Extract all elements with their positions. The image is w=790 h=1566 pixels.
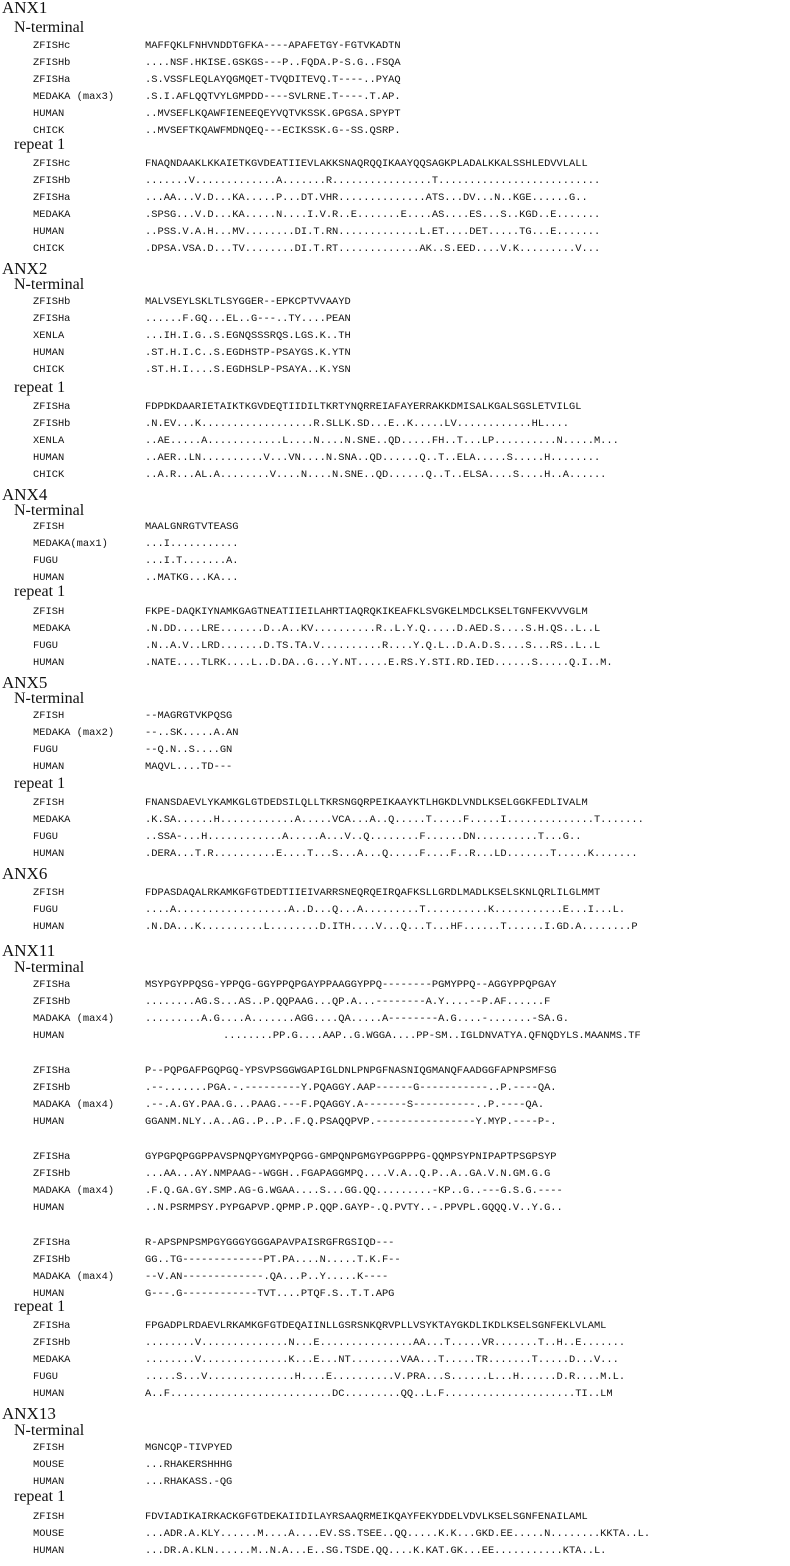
species-label: ZFISHb: [33, 1082, 71, 1094]
sequence-text: G---.G------------TVT....PTQF.S..T.T.APG: [145, 1288, 395, 1300]
annexin-family-heading: ANX1: [2, 0, 48, 17]
sequence-text: ...RHAKASS.-QG: [145, 1476, 233, 1488]
species-label: ZFISHa: [33, 1320, 71, 1332]
sequence-text: .F.Q.GA.GY.SMP.AG-G.WGAA....S...GG.QQ.........-KP..G..---G.S.G.----: [145, 1185, 563, 1197]
species-label: HUMAN: [33, 1288, 65, 1300]
species-label: ZFISHa: [33, 1065, 71, 1077]
sequence-text: .N.DA...K..........L........D.ITH....V...Q...T...HF......T......I.GD.A........P: [145, 921, 638, 933]
sequence-text: GG..TG-------------PT.PA....N.....T.K.F--: [145, 1254, 401, 1266]
alignment-section-heading: N-terminal: [14, 1422, 85, 1439]
species-label: MOUSE: [33, 1528, 65, 1540]
sequence-text: MSYPGYPPQSG-YPPQG-GGYPPQPGAYPPAAGGYPPQ--------PGMYPPQ--AGGYPPQPGAY: [145, 979, 557, 991]
sequence-text: FKPE-DAQKIYNAMKGAGTNEATIIEILAHRTIAQRQKIKEAFKLSVGKELMDCLKSELTGNFEKVVVGLM: [145, 606, 588, 618]
species-label: ZFISHc: [33, 40, 71, 52]
sequence-text: .--.A.GY.PAA.G...PAAG.---F.PQAGGY.A-------S----------..P.----QA.: [145, 1099, 545, 1111]
alignment-section-heading: N-terminal: [14, 959, 85, 976]
sequence-text: .S.VSSFLEQLAYQGMQET-TVQDITEVQ.T----..PYAQ: [145, 74, 401, 86]
sequence-text: ...I.T.......A.: [145, 555, 239, 567]
sequence-text: ........V..............K...E...NT........VAA...T.....TR.......T.....D...V...: [145, 1354, 619, 1366]
species-label: MEDAKA(max1): [33, 538, 108, 550]
sequence-text: ..AE.....A............L....N....N.SNE..QD.....FH..T...LP..........N.....M...: [145, 435, 619, 447]
alignment-section-heading: repeat 1: [14, 583, 66, 600]
species-label: ZFISHa: [33, 1151, 71, 1163]
species-label: HUMAN: [33, 1202, 65, 1214]
annexin-family-heading: ANX4: [2, 485, 48, 504]
species-label: HUMAN: [33, 657, 65, 669]
species-label: MADAKA (max4): [33, 1013, 115, 1025]
species-label: FUGU: [33, 831, 58, 843]
species-label: ZFISHb: [33, 57, 71, 69]
sequence-text: ........V..............N...E...............AA...T.....VR.......T..H..E.......: [145, 1337, 626, 1349]
species-label: FUGU: [33, 1371, 58, 1383]
species-label: CHICK: [33, 125, 65, 137]
sequence-text: R-APSPNPSMPGYGGGYGGGAPAVPAISRGFRGSIQD---: [145, 1237, 395, 1249]
annexin-family-heading: ANX5: [2, 673, 48, 692]
species-label: ZFISH: [33, 521, 65, 533]
sequence-text: .........A.G....A.......AGG....QA.....A--------A.G....-.......-SA.G.: [145, 1013, 570, 1025]
alignment-section-heading: N-terminal: [14, 690, 85, 707]
alignment-section-heading: repeat 1: [14, 1488, 66, 1505]
species-label: ZFISHb: [33, 418, 71, 430]
species-label: FUGU: [33, 904, 58, 916]
sequence-text: .....S...V..............H....E..........V.PRA...S......L...H......D.R....M.L.: [145, 1371, 626, 1383]
sequence-text: ........AG.S...AS..P.QQPAAG...QP.A...--------A.Y....--P.AF......F: [145, 996, 551, 1008]
sequence-text: --..SK.....A.AN: [145, 727, 239, 739]
sequence-text: ..N.PSRMPSY.PYPGAPVP.QPMP.P.QQP.GAYP-.Q.PVTY..-.PPVPL.GQQQ.V..Y.G..: [145, 1202, 563, 1214]
sequence-text: ..SSA-...H............A.....A...V..Q........F......DN..........T...G..: [145, 831, 582, 843]
species-label: FUGU: [33, 744, 58, 756]
species-label: ZFISH: [33, 606, 65, 618]
sequence-text: .N.EV...K..................R.SLLK.SD...E..K.....LV............HL....: [145, 418, 570, 430]
sequence-text: .K.SA......H............A.....VCA...A..Q.....T.....F.....I..............T.......: [145, 814, 644, 826]
sequence-text: .S.I.AFLQQTVYLGMPDD----SVLRNE.T----.T.AP.: [145, 91, 401, 103]
sequence-text: ..A.R...AL.A........V....N....N.SNE..QD......Q..T..ELSA....S....H..A......: [145, 469, 607, 481]
sequence-text: ..PSS.V.A.H...MV........DI.T.RN.............L.ET....DET.....TG...E.......: [145, 226, 601, 238]
alignment-section-heading: N-terminal: [14, 19, 85, 36]
sequence-text: ........PP.G....AAP..G.WGGA....PP-SM..IGLDNVATYA.QFNQDYLS.MAANMS.TF: [223, 1030, 641, 1042]
sequence-text: MALVSEYLSKLTLSYGGER--EPKCPTVVAAYD: [145, 296, 351, 308]
sequence-text: P--PQPGAFPGQPGQ-YPSVPSGGWGAPIGLDNLPNPGFNASNIQGMANQFAADGGFAPNPSMFSG: [145, 1065, 557, 1077]
sequence-text: FDPDKDAARIETAIKTKGVDEQTIIDILTKRTYNQRREIAFAYERRAKKDMISALKGALSGSLETVILGL: [145, 401, 582, 413]
sequence-text: --V.AN-------------.QA...P..Y.....K----: [145, 1271, 389, 1283]
species-label: ZFISHa: [33, 192, 71, 204]
sequence-text: A..F..........................DC.........QQ..L.F.....................TI..LM: [145, 1388, 613, 1400]
species-label: ZFISH: [33, 1511, 65, 1523]
species-label: MADAKA (max4): [33, 1185, 115, 1197]
sequence-text: ......F.GQ...EL..G---..TY....PEAN: [145, 313, 351, 325]
sequence-text: ..AER..LN..........V...VN....N.SNA..QD......Q..T..ELA.....S.....H........: [145, 452, 601, 464]
species-label: ZFISHb: [33, 1254, 71, 1266]
sequence-text: .--.......PGA.-.---------Y.PQAGGY.AAP------G-----------..P.----QA.: [145, 1082, 557, 1094]
sequence-text: FPGADPLRDAEVLRKAMKGFGTDEQAIINLLGSRSNKQRVPLLVSYKTAYGKDLIKDLKSELSGNFEKLVLAML: [145, 1320, 607, 1332]
alignment-section-heading: repeat 1: [14, 379, 66, 396]
sequence-text: --MAGRGTVKPQSG: [145, 710, 233, 722]
alignment-section-heading: repeat 1: [14, 1298, 66, 1315]
sequence-text: .ST.H.I.C..S.EGDHSTP-PSAYGS.K.YTN: [145, 347, 351, 359]
species-label: ZFISHc: [33, 158, 71, 170]
species-label: HUMAN: [33, 1476, 65, 1488]
sequence-text: FDPASDAQALRKAMKGFGTDEDTIIEIVARRSNEQRQEIRQAFKSLLGRDLMADLKSELSKNLQRLILGLMMT: [145, 887, 601, 899]
species-label: MADAKA (max4): [33, 1099, 115, 1111]
species-label: CHICK: [33, 364, 65, 376]
sequence-text: MAQVL....TD---: [145, 761, 233, 773]
sequence-text: GGANM.NLY..A..AG..P..P..F.Q.PSAQQPVP.----------------Y.MYP.----P-.: [145, 1116, 557, 1128]
species-label: ZFISHb: [33, 175, 71, 187]
sequence-text: ...AA...V.D...KA.....P...DT.VHR..............ATS...DV...N..KGE......G..: [145, 192, 588, 204]
sequence-text: ....NSF.HKISE.GSKGS---P..FQDA.P-S.G..FSQA: [145, 57, 401, 69]
alignment-section-heading: N-terminal: [14, 502, 85, 519]
species-label: HUMAN: [33, 226, 65, 238]
species-label: HUMAN: [33, 347, 65, 359]
sequence-text: ...DR.A.KLN......M..N.A...E..SG.TSDE.QQ....K.KAT.GK...EE...........KTA..L.: [145, 1545, 607, 1557]
species-label: XENLA: [33, 435, 65, 447]
species-label: ZFISHb: [33, 1168, 71, 1180]
species-label: HUMAN: [33, 572, 65, 584]
sequence-text: FNAQNDAAKLKKAIETKGVDEATIIEVLAKKSNAQRQQIKAAYQQSAGKPLADALKKALSSHLEDVVLALL: [145, 158, 588, 170]
sequence-text: .N.DD....LRE.......D..A..KV..........R..L.Y.Q.....D.AED.S....S.H.QS..L..L: [145, 623, 601, 635]
sequence-text: ...ADR.A.KLY......M....A....EV.SS.TSEE..QQ.....K.K...GKD.EE.....N........KKTA..L.: [145, 1528, 651, 1540]
species-label: ZFISHa: [33, 313, 71, 325]
species-label: HUMAN: [33, 1545, 65, 1557]
species-label: ZFISHb: [33, 1337, 71, 1349]
species-label: HUMAN: [33, 921, 65, 933]
species-label: MADAKA (max4): [33, 1271, 115, 1283]
sequence-text: .......V.............A.......R................T..........................: [145, 175, 601, 187]
alignment-section-heading: repeat 1: [14, 136, 66, 153]
sequence-text: ..MATKG...KA...: [145, 572, 239, 584]
sequence-text: ...AA...AY.NMPAAG--WGGH..FGAPAGGMPQ....V.A..Q.P..A..GA.V.N.GM.G.G: [145, 1168, 551, 1180]
species-label: MEDAKA: [33, 1354, 71, 1366]
species-label: HUMAN: [33, 452, 65, 464]
sequence-text: .ST.H.I....S.EGDHSLP-PSAYA..K.YSN: [145, 364, 351, 376]
annexin-family-heading: ANX2: [2, 259, 48, 278]
sequence-text: GYPGPQPGGPPAVSPNQPYGMYPQPGG-GMPQNPGMGYPGGPPPG-QQMPSYPNIPAPTPSGPSYP: [145, 1151, 557, 1163]
sequence-text: .NATE....TLRK....L..D.DA..G...Y.NT.....E.RS.Y.STI.RD.IED......S.....Q.I..M.: [145, 657, 613, 669]
sequence-text: ....A..................A..D...Q...A.........T..........K...........E...I...L.: [145, 904, 626, 916]
species-label: ZFISHa: [33, 979, 71, 991]
species-label: HUMAN: [33, 848, 65, 860]
species-label: ZFISHb: [33, 996, 71, 1008]
sequence-text: MAFFQKLFNHVNDDTGFKA----APAFETGY-FGTVKADTN: [145, 40, 401, 52]
species-label: MOUSE: [33, 1459, 65, 1471]
species-label: ZFISH: [33, 797, 65, 809]
species-label: MEDAKA: [33, 209, 71, 221]
annexin-family-heading: ANX6: [2, 864, 48, 883]
species-label: ZFISHa: [33, 401, 71, 413]
species-label: HUMAN: [33, 761, 65, 773]
species-label: HUMAN: [33, 108, 65, 120]
species-label: XENLA: [33, 330, 65, 342]
sequence-text: FDVIADIKAIRKACKGFGTDEKAIIDILAYRSAAQRMEIKQAYFEKYDDELVDVLKSELSGNFENAILAML: [145, 1511, 588, 1523]
species-label: HUMAN: [33, 1116, 65, 1128]
species-label: MEDAKA (max2): [33, 727, 115, 739]
species-label: MEDAKA: [33, 623, 71, 635]
alignment-section-heading: N-terminal: [14, 276, 85, 293]
species-label: FUGU: [33, 640, 58, 652]
species-label: ZFISHa: [33, 74, 71, 86]
species-label: FUGU: [33, 555, 58, 567]
sequence-text: --Q.N..S....GN: [145, 744, 233, 756]
species-label: ZFISH: [33, 1442, 65, 1454]
sequence-text: ...IH.I.G..S.EGNQSSSRQS.LGS.K..TH: [145, 330, 351, 342]
species-label: MEDAKA (max3): [33, 91, 115, 103]
annexin-family-heading: ANX11: [2, 941, 56, 960]
sequence-text: ...RHAKERSHHHG: [145, 1459, 233, 1471]
species-label: ZFISH: [33, 887, 65, 899]
species-label: CHICK: [33, 243, 65, 255]
sequence-text: MAALGNRGTVTEASG: [145, 521, 239, 533]
sequence-text: MGNCQP-TIVPYED: [145, 1442, 233, 1454]
species-label: HUMAN: [33, 1030, 65, 1042]
sequence-text: .N..A.V..LRD.......D.TS.TA.V..........R....Y.Q.L..D.A.D.S....S...RS..L..L: [145, 640, 601, 652]
species-label: MEDAKA: [33, 814, 71, 826]
sequence-text: ..MVSEFLKQAWFIENEEQEYVQTVKSSK.GPGSA.SPYPT: [145, 108, 401, 120]
sequence-text: .DERA...T.R..........E....T...S...A...Q.....F....F..R...LD.......T.....K.......: [145, 848, 638, 860]
species-label: ZFISHb: [33, 296, 71, 308]
alignment-section-heading: repeat 1: [14, 775, 66, 792]
annexin-family-heading: ANX13: [2, 1404, 56, 1423]
sequence-text: .SPSG...V.D...KA.....N....I.V.R..E.......E....AS....ES...S..KGD..E.......: [145, 209, 601, 221]
species-label: ZFISH: [33, 710, 65, 722]
species-label: ZFISHa: [33, 1237, 71, 1249]
species-label: HUMAN: [33, 1388, 65, 1400]
sequence-text: FNANSDAEVLYKAMKGLGTDEDSILQLLTKRSNGQRPEIKAAYKTLHGKDLVNDLKSELGGKFEDLIVALM: [145, 797, 588, 809]
sequence-text: ..MVSEFTKQAWFMDNQEQ---ECIKSSK.G--SS.QSRP.: [145, 125, 401, 137]
sequence-text: .DPSA.VSA.D...TV........DI.T.RT.............AK..S.EED....V.K.........V...: [145, 243, 601, 255]
sequence-text: ...I...........: [145, 538, 239, 550]
species-label: CHICK: [33, 469, 65, 481]
